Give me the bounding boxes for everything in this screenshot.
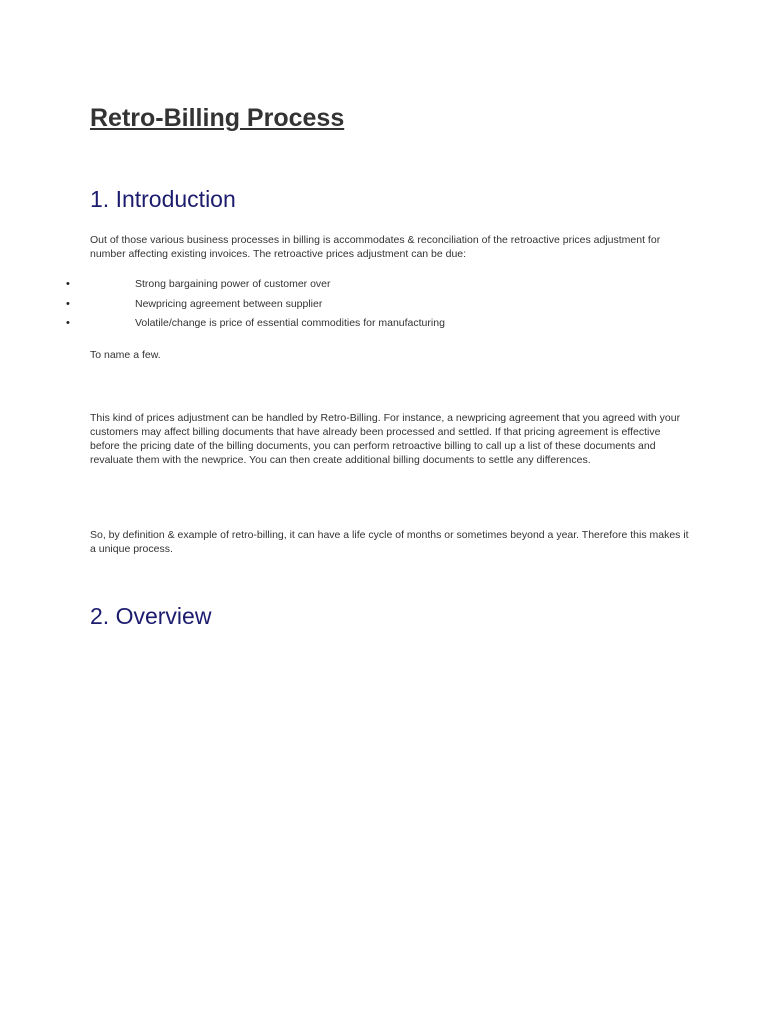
list-item — [0, 316, 768, 336]
list-item-text: Strong bargaining power of customer over — [135, 278, 331, 290]
document-title: Retro-Billing Process — [90, 104, 345, 132]
bullet-icon: • — [66, 278, 70, 290]
list-item-text: Newpricing agreement between supplier — [135, 297, 323, 310]
bullet-icon: • — [66, 297, 70, 310]
definition-paragraph: So, by definition & example of retro-billing, it can have a life cycle of months or sometimes beyond a year. Therefore this makes it a unique process. — [90, 529, 689, 555]
intro-paragraph: Out of those various business processes in billing is accommodates & reconciliation of the retroactive prices adjustment for number affecting existing invoices. The retroactive prices adjustment can be due: — [90, 234, 661, 260]
list-item — [0, 277, 768, 297]
list-item — [0, 297, 768, 317]
closing-line: To name a few. — [90, 349, 161, 361]
list-item-text: Volatile/change is price of essential commodities for manufacturing — [135, 317, 445, 329]
retro-billing-paragraph: This kind of prices adjustment can be handled by Retro-Billing. For instance, a newpricing agreement that you agreed with your customers may affect billing documents that have already been processed and settled. If that pricing agreement is effective before the pricing date of the billing documents, you can perform retroactive billing to call up a list of these documents and revaluate them with the newprice. You can then create additional billing documents to settle any differences. — [90, 412, 681, 466]
reasons-bullet-list — [0, 277, 768, 336]
bullet-icon: • — [66, 317, 70, 329]
section-heading-introduction: 1. Introduction — [90, 186, 236, 212]
section-heading-overview: 2. Overview — [90, 603, 212, 629]
